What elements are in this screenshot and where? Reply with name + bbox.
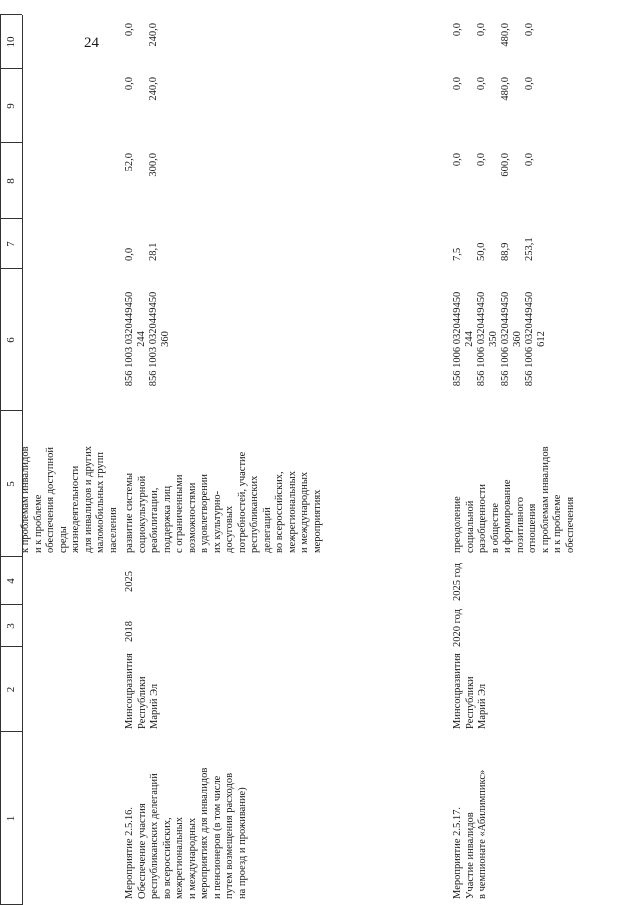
row-2-budget-code: 856 1006 0320449450 bbox=[524, 291, 535, 387]
row-1-col9-value: 0,0 bbox=[124, 77, 135, 91]
row-1-budget-code: 856 1003 0320449450 bbox=[148, 291, 159, 387]
row-2-col8-value: 0,0 bbox=[476, 153, 487, 167]
row-2-col8-value: 600,0 bbox=[500, 153, 511, 177]
row-1-col7-value: 28,1 bbox=[148, 242, 159, 261]
row-2-budget-code: 856 1006 0320449450 bbox=[476, 291, 487, 387]
row-2-col7-value: 88,9 bbox=[500, 242, 511, 261]
row-2-col9-value: 0,0 bbox=[452, 77, 463, 91]
row-2-end-year: 2025 год bbox=[452, 563, 463, 601]
row-2-col8-value: 0,0 bbox=[452, 153, 463, 167]
row-2-col10-value: 0,0 bbox=[524, 23, 535, 37]
row-2-col8-value: 0,0 bbox=[524, 153, 535, 167]
row-2-col7-value: 50,0 bbox=[476, 242, 487, 261]
row-1-col10-value: 0,0 bbox=[124, 23, 135, 37]
row-1-start-year: 2018 bbox=[124, 621, 135, 642]
row-2-col10-value: 0,0 bbox=[476, 23, 487, 37]
row-2-budget-code: 856 1006 0320449450 bbox=[500, 291, 511, 387]
row-2-col9-value: 0,0 bbox=[476, 77, 487, 91]
row-2-event-text: Мероприятие 2.5.17. Участие инвалидов в чемпионате «Абилимпикс» bbox=[452, 769, 488, 899]
row-1-end-year: 2025 bbox=[124, 571, 135, 592]
column-number: 8 bbox=[4, 178, 17, 184]
column-number: 4 bbox=[4, 578, 17, 584]
row-1-col8-value: 52,0 bbox=[124, 153, 135, 172]
row-1-executor: Минсоцразвития Республики Марий Эл bbox=[124, 653, 160, 729]
row-1-col7-value: 0,0 bbox=[124, 247, 135, 261]
row-2-expense-type: 350 bbox=[488, 331, 499, 347]
column-number: 5 bbox=[4, 481, 17, 487]
row-1-description: развитие системы социокультурной реабилитации, поддержка лиц с ограниченными возможностями в удовлетворении их культурно- досуговых потребностей, участие республиканских делегаций во всероссийских, межрегиональных и международных мероприятиях bbox=[124, 451, 323, 553]
row-2-expense-type: 360 bbox=[512, 331, 523, 347]
row-2-col9-value: 480,0 bbox=[500, 77, 511, 101]
row-2-col7-value: 253,1 bbox=[524, 237, 535, 261]
row-2-col7-value: 7,5 bbox=[452, 247, 463, 261]
continuation-description: к проблемам инвалидов и к проблеме обеспечения доступной среды жизнедеятельности для инвалидов и других маломобильных групп населения bbox=[20, 445, 119, 553]
column-number: 10 bbox=[4, 36, 17, 48]
row-2-col10-value: 0,0 bbox=[452, 23, 463, 37]
column-number: 9 bbox=[4, 103, 17, 109]
row-1-col8-value: 300,0 bbox=[148, 153, 159, 177]
row-1-expense-type: 244 bbox=[136, 331, 147, 347]
row-2-budget-code: 856 1006 0320449450 bbox=[452, 291, 463, 387]
row-2-start-year: 2020 год bbox=[452, 609, 463, 647]
column-number: 2 bbox=[4, 686, 17, 693]
column-number: 7 bbox=[4, 241, 17, 247]
row-1-col9-value: 240,0 bbox=[148, 77, 159, 101]
row-2-col10-value: 480,0 bbox=[500, 23, 511, 47]
column-number: 6 bbox=[4, 337, 17, 343]
column-number: 1 bbox=[4, 815, 17, 822]
row-2-description: преодоление социальной разобщенности в обществе и формирование позитивного отношения к проблемам инвалидов и к проблеме обеспечения bbox=[452, 446, 576, 553]
column-number: 3 bbox=[4, 623, 17, 629]
row-2-col9-value: 0,0 bbox=[524, 77, 535, 91]
row-1-event-text: Мероприятие 2.5.16. Обеспечение участия республиканских делегаций во всероссийских, межрегиональных и международных мероприятиях для инвалидов и пенсионеров (в том числе путем возмещения расходов на проезд и проживание) bbox=[124, 767, 248, 899]
row-1-col10-value: 240,0 bbox=[148, 23, 159, 47]
row-2-executor: Минсоцразвития Республики Марий Эл bbox=[452, 653, 488, 729]
row-1-expense-type: 360 bbox=[160, 331, 171, 347]
row-2-expense-type: 244 bbox=[464, 331, 475, 347]
page-number: 24 bbox=[84, 35, 99, 51]
row-2-expense-type: 612 bbox=[536, 331, 547, 347]
row-1-budget-code: 856 1003 0320449450 bbox=[124, 291, 135, 387]
